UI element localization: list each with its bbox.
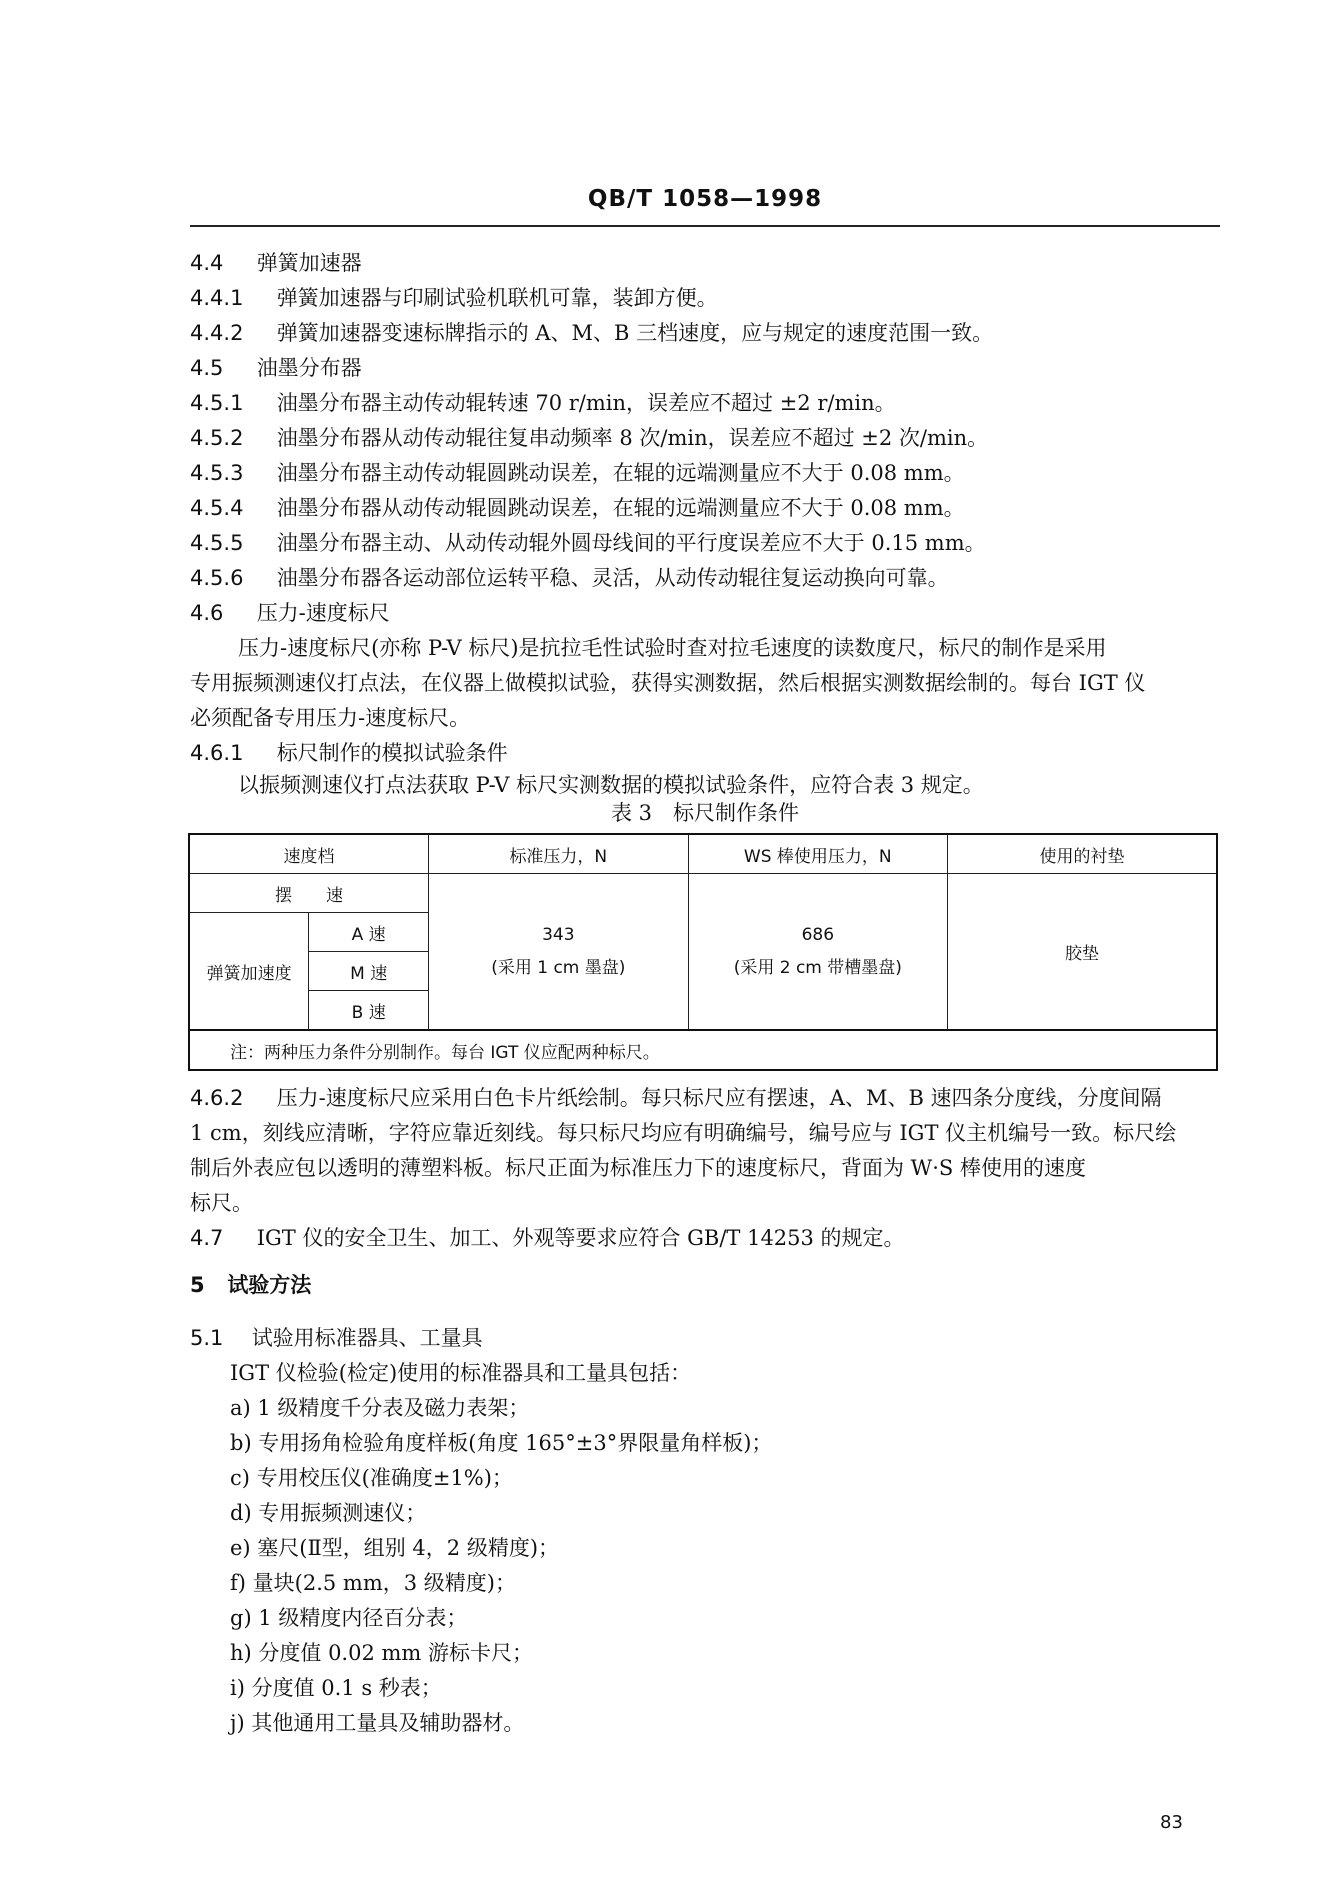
pressure-note: (采用 1 cm 墨盘) <box>491 958 626 978</box>
clause-4-5-1 <box>190 390 896 416</box>
clause-text: 油墨分布器主动传动辊转速 70 r/min，误差应不超过 ±2 r/min。 <box>276 391 896 415</box>
paragraph-line: 压力-速度标尺(亦称 P-V 标尺)是抗拉毛性试验时查对拉毛速度的读数度尺，标尺的制作是采用 <box>238 636 1107 660</box>
clause-text: 油墨分布器主动、从动传动辊外圆母线间的平行度误差应不大于 0.15 mm。 <box>276 531 986 555</box>
list-item: e) 塞尺(Ⅱ型，组别 4，2 级精度)； <box>230 1536 560 1560</box>
table-caption: 表 3 标尺制作条件 <box>610 801 800 825</box>
pad-cell: 胶垫 <box>948 874 1217 1031</box>
section-title: 试验方法 <box>227 1273 312 1297</box>
paragraph-line: 以振频测速仪打点法获取 P-V 标尺实测数据的模拟试验条件，应符合表 3 规定。 <box>238 773 984 797</box>
clause-number: 4.5.6 <box>190 566 244 590</box>
list-item: i) 分度值 0.1 s 秒表； <box>230 1676 442 1700</box>
clause-text: 压力-速度标尺 <box>256 601 390 625</box>
pressure-cell <box>429 874 688 1031</box>
list-item: b) 专用扬角检验角度样板(角度 165°±3°界限量角样板)； <box>230 1431 773 1455</box>
paragraph-line: 标尺。 <box>190 1191 253 1215</box>
ws-cell <box>688 874 947 1031</box>
table-note: 注：两种压力条件分别制作。每台 IGT 仪应配两种标尺。 <box>189 1030 1217 1070</box>
row-spring-acceleration: 弹簧加速度 <box>189 913 309 1031</box>
section-5-heading <box>190 1272 311 1298</box>
table-header-row <box>189 834 1217 874</box>
col-header-ws: WS 棒使用压力，N <box>688 834 947 874</box>
clause-4-5-4 <box>190 495 965 521</box>
paragraph-line: 专用振频测速仪打点法，在仪器上做模拟试验，获得实测数据，然后根据实测数据绘制的。每台 IGT 仪 <box>190 671 1146 695</box>
paragraph-line: 必须配备专用压力-速度标尺。 <box>190 706 471 730</box>
pressure-value: 343 <box>542 925 575 945</box>
conditions-table <box>188 833 1218 1071</box>
standard-code-header: QB/T 1058—1998 <box>587 186 823 212</box>
clause-4-5-6 <box>190 565 949 591</box>
clause-text: 油墨分布器从动传动辊圆跳动误差，在辊的远端测量应不大于 0.08 mm。 <box>276 496 965 520</box>
list-item: f) 量块(2.5 mm，3 级精度)； <box>230 1571 516 1595</box>
list-item: c) 专用校压仪(准确度±1%)； <box>230 1466 513 1490</box>
list-item: d) 专用振频测速仪； <box>230 1501 427 1525</box>
clause-text: 油墨分布器从动传动辊往复串动频率 8 次/min，误差应不超过 ±2 次/min。 <box>276 426 989 450</box>
col-header-pad: 使用的衬垫 <box>948 834 1217 874</box>
clause-number: 4.5.1 <box>190 391 244 415</box>
clause-4-7 <box>190 1225 905 1251</box>
clause-number: 4.6 <box>190 601 224 625</box>
clause-number: 4.5.4 <box>190 496 244 520</box>
clause-number: 4.5 <box>190 356 224 380</box>
paragraph-line: 制后外表应包以透明的薄塑料板。标尺正面为标准压力下的速度标尺，背面为 W·S 棒使用的速度 <box>190 1156 1086 1180</box>
clause-4-4-2 <box>190 320 993 346</box>
clause-number: 4.6.2 <box>190 1086 244 1110</box>
clause-number: 4.5.5 <box>190 531 244 555</box>
speed-m: M 速 <box>309 952 429 991</box>
speed-b: B 速 <box>309 991 429 1031</box>
table-row <box>189 874 1217 913</box>
list-item: a) 1 级精度千分表及磁力表架； <box>230 1396 530 1420</box>
clause-text: 试验用标准器具、工量具 <box>251 1326 483 1350</box>
clause-text: 油墨分布器 <box>256 356 362 380</box>
col-header-pressure: 标准压力，N <box>429 834 688 874</box>
header-rule <box>190 225 1220 227</box>
clause-4-4 <box>190 250 362 276</box>
clause-number: 4.5.2 <box>190 426 244 450</box>
clause-5-1 <box>190 1325 483 1351</box>
clause-text: 弹簧加速器与印刷试验机联机可靠，装卸方便。 <box>276 286 718 310</box>
clause-4-5-2 <box>190 425 988 451</box>
clause-text: IGT 仪的安全卫生、加工、外观等要求应符合 GB/T 14253 的规定。 <box>256 1226 905 1250</box>
paragraph-line: IGT 仪检验(检定)使用的标准器具和工量具包括： <box>230 1361 692 1385</box>
clause-4-5-3 <box>190 460 965 486</box>
list-item: h) 分度值 0.02 mm 游标卡尺； <box>230 1641 534 1665</box>
clause-number: 4.7 <box>190 1226 224 1250</box>
clause-number: 4.4.2 <box>190 321 244 345</box>
clause-text: 压力-速度标尺应采用白色卡片纸绘制。每只标尺应有摆速，A、M、B 速四条分度线，分度间隔 <box>276 1086 1162 1110</box>
clause-text: 弹簧加速器 <box>256 251 362 275</box>
ws-value: 686 <box>801 925 835 945</box>
clause-number: 4.4 <box>190 251 224 275</box>
speed-a: A 速 <box>309 913 429 952</box>
clause-text: 标尺制作的模拟试验条件 <box>276 741 508 765</box>
col-header-speed: 速度档 <box>189 834 429 874</box>
clause-4-4-1 <box>190 285 718 311</box>
page-number: 83 <box>1160 1812 1183 1833</box>
clause-number: 5.1 <box>190 1326 224 1350</box>
table-note-row <box>189 1030 1217 1070</box>
clause-text: 弹簧加速器变速标牌指示的 A、M、B 三档速度，应与规定的速度范围一致。 <box>276 321 994 345</box>
clause-4-6-1 <box>190 740 508 766</box>
clause-4-6-2 <box>190 1085 1162 1111</box>
paragraph-line: 1 cm，刻线应清晰，字符应靠近刻线。每只标尺均应有明确编号，编号应与 IGT 仪主机编号一致。标尺绘 <box>190 1121 1177 1145</box>
clause-text: 油墨分布器各运动部位运转平稳、灵活，从动传动辊往复运动换向可靠。 <box>276 566 949 590</box>
row-swing-speed: 摆 速 <box>189 874 429 913</box>
section-number: 5 <box>190 1273 205 1297</box>
clause-number: 4.4.1 <box>190 286 244 310</box>
list-item: j) 其他通用工量具及辅助器材。 <box>230 1711 525 1735</box>
list-item: g) 1 级精度内径百分表； <box>230 1606 468 1630</box>
ws-note: (采用 2 cm 带槽墨盘) <box>733 958 902 978</box>
clause-number: 4.5.3 <box>190 461 244 485</box>
clause-4-5-5 <box>190 530 986 556</box>
clause-text: 油墨分布器主动传动辊圆跳动误差，在辊的远端测量应不大于 0.08 mm。 <box>276 461 965 485</box>
clause-4-5 <box>190 355 362 381</box>
clause-4-6 <box>190 600 390 626</box>
clause-number: 4.6.1 <box>190 741 244 765</box>
